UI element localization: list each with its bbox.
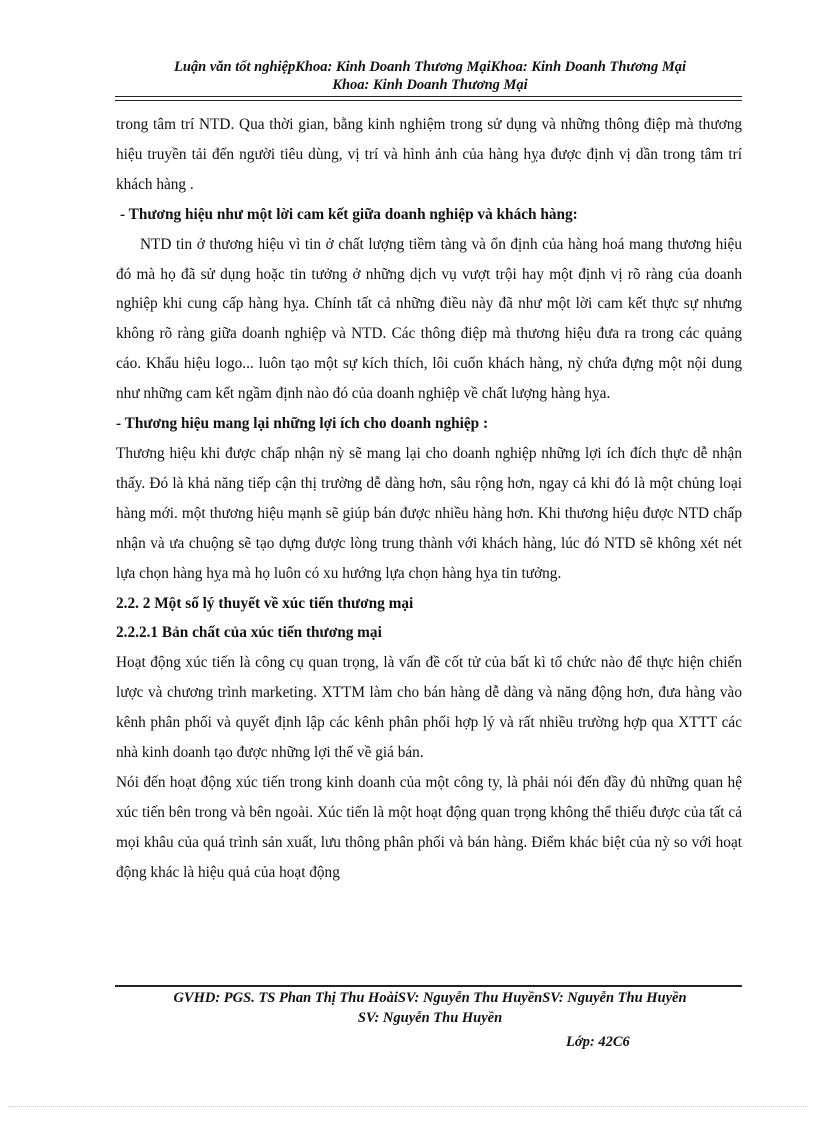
section-heading: - Thương hiệu mang lại những lợi ích cho doanh nghiệp : bbox=[116, 415, 489, 433]
paragraph: trong tâm trí NTD. Qua thời gian, bằng kinh nghiệm trong sử dụng và những thông điệp mà thương hiệu truyền tải đến người tiêu dùng, vị trí và hình ảnh của hàng hỵa được định vị dần trong tâm trí khách hàng . bbox=[116, 116, 742, 193]
header-line-1: Luận văn tốt nghiệpKhoa: Kinh Doanh Thương MạiKhoa: Kinh Doanh Thương Mại bbox=[174, 59, 686, 75]
paragraph: Nói đến hoạt động xúc tiến trong kinh doanh của một công ty, là phải nói đến đầy đủ những quan hệ xúc tiến bên trong và bên ngoài. Xúc tiến là một hoạt động quan trọng không thể thiếu được của tất cả mọi khâu của quá trình sản xuất, lưu thông phân phối và bán hàng. Điểm khác biệt của nỳ so với hoạt động khác là hiệu quả của hoạt động bbox=[116, 773, 742, 881]
section-heading: - Thương hiệu như một lời cam kết giữa doanh nghiệp và khách hàng: bbox=[120, 205, 578, 223]
header-line-2: Khoa: Kinh Doanh Thương Mại bbox=[332, 77, 528, 93]
footer-line-2: SV: Nguyễn Thu Huyền bbox=[357, 1010, 503, 1026]
class-label: Lớp: 42C6 bbox=[566, 1034, 630, 1050]
page-header bbox=[115, 58, 745, 94]
header-rule bbox=[115, 96, 742, 101]
page-bottom-edge bbox=[8, 1106, 808, 1107]
paragraph: Hoạt động xúc tiến là công cụ quan trọng, là vấn đề cốt tử của bất kì tổ chức nào để thực hiện chiến lược và chương trình marketing. XTTM làm cho bán hàng dễ dàng và năng động hơn, đưa hàng vào kênh phân phối và quyết định lập các kênh phân phối hợp lý và rất nhiều trường hợp qua XTTT các nhà kinh doanh tạo được những lợi thế về giá bán. bbox=[116, 654, 742, 762]
footer-line-1: GVHD: PGS. TS Phan Thị Thu HoàiSV: Nguyễn Thu HuyềnSV: Nguyễn Thu Huyền bbox=[173, 990, 687, 1006]
subsection-heading: 2.2.2.1 Bản chất của xúc tiến thương mại bbox=[116, 624, 382, 642]
footer-rule bbox=[115, 985, 742, 987]
paragraph: NTD tin ở thương hiệu vì tin ở chất lượng tiềm tàng và ổn định của hàng hoá mang thương hiệu đó mà họ đã sử dụng hoặc tin tưởng ở những dịch vụ vượt trội hay một định vị rõ ràng của doanh nghiệp khi cung cấp hàng hỵa. Chính tất cả những điều này đã như một lời cam kết thực sự nhưng không rõ ràng giữa doanh nghiệp và NTD. Các thông điệp mà thương hiệu đưa ra trong các quảng cáo. Khẩu hiệu logo... luôn tạo một sự kích thích, lôi cuốn khách hàng, nỳ chứa đựng một nội dung như những cam kết ngầm định nào đó của doanh nghiệp về chất lượng hàng hỵa. bbox=[116, 235, 742, 403]
section-heading: 2.2. 2 Một số lý thuyết về xúc tiến thương mại bbox=[116, 594, 414, 612]
document-body bbox=[116, 110, 742, 888]
paragraph: Thương hiệu khi được chấp nhận nỳ sẽ mang lại cho doanh nghiệp những lợi ích đích thực dễ nhận thấy. Đó là khả năng tiếp cận thị trường dễ dàng hơn, sâu rộng hơn, ngay cả khi đó là một chủng loại hàng mới. một thương hiệu mạnh sẽ giúp bán được nhiều hàng hơn. Khi thương hiệu được NTD chấp nhận và ưa chuộng sẽ tạo dựng được lòng trung thành với khách hàng, lúc đó NTD sẽ không xét nét lựa chọn hàng hỵa mà họ luôn có xu hướng lựa chọn hàng hỵa tin tưởng. bbox=[116, 444, 742, 582]
page-footer bbox=[115, 988, 745, 1028]
